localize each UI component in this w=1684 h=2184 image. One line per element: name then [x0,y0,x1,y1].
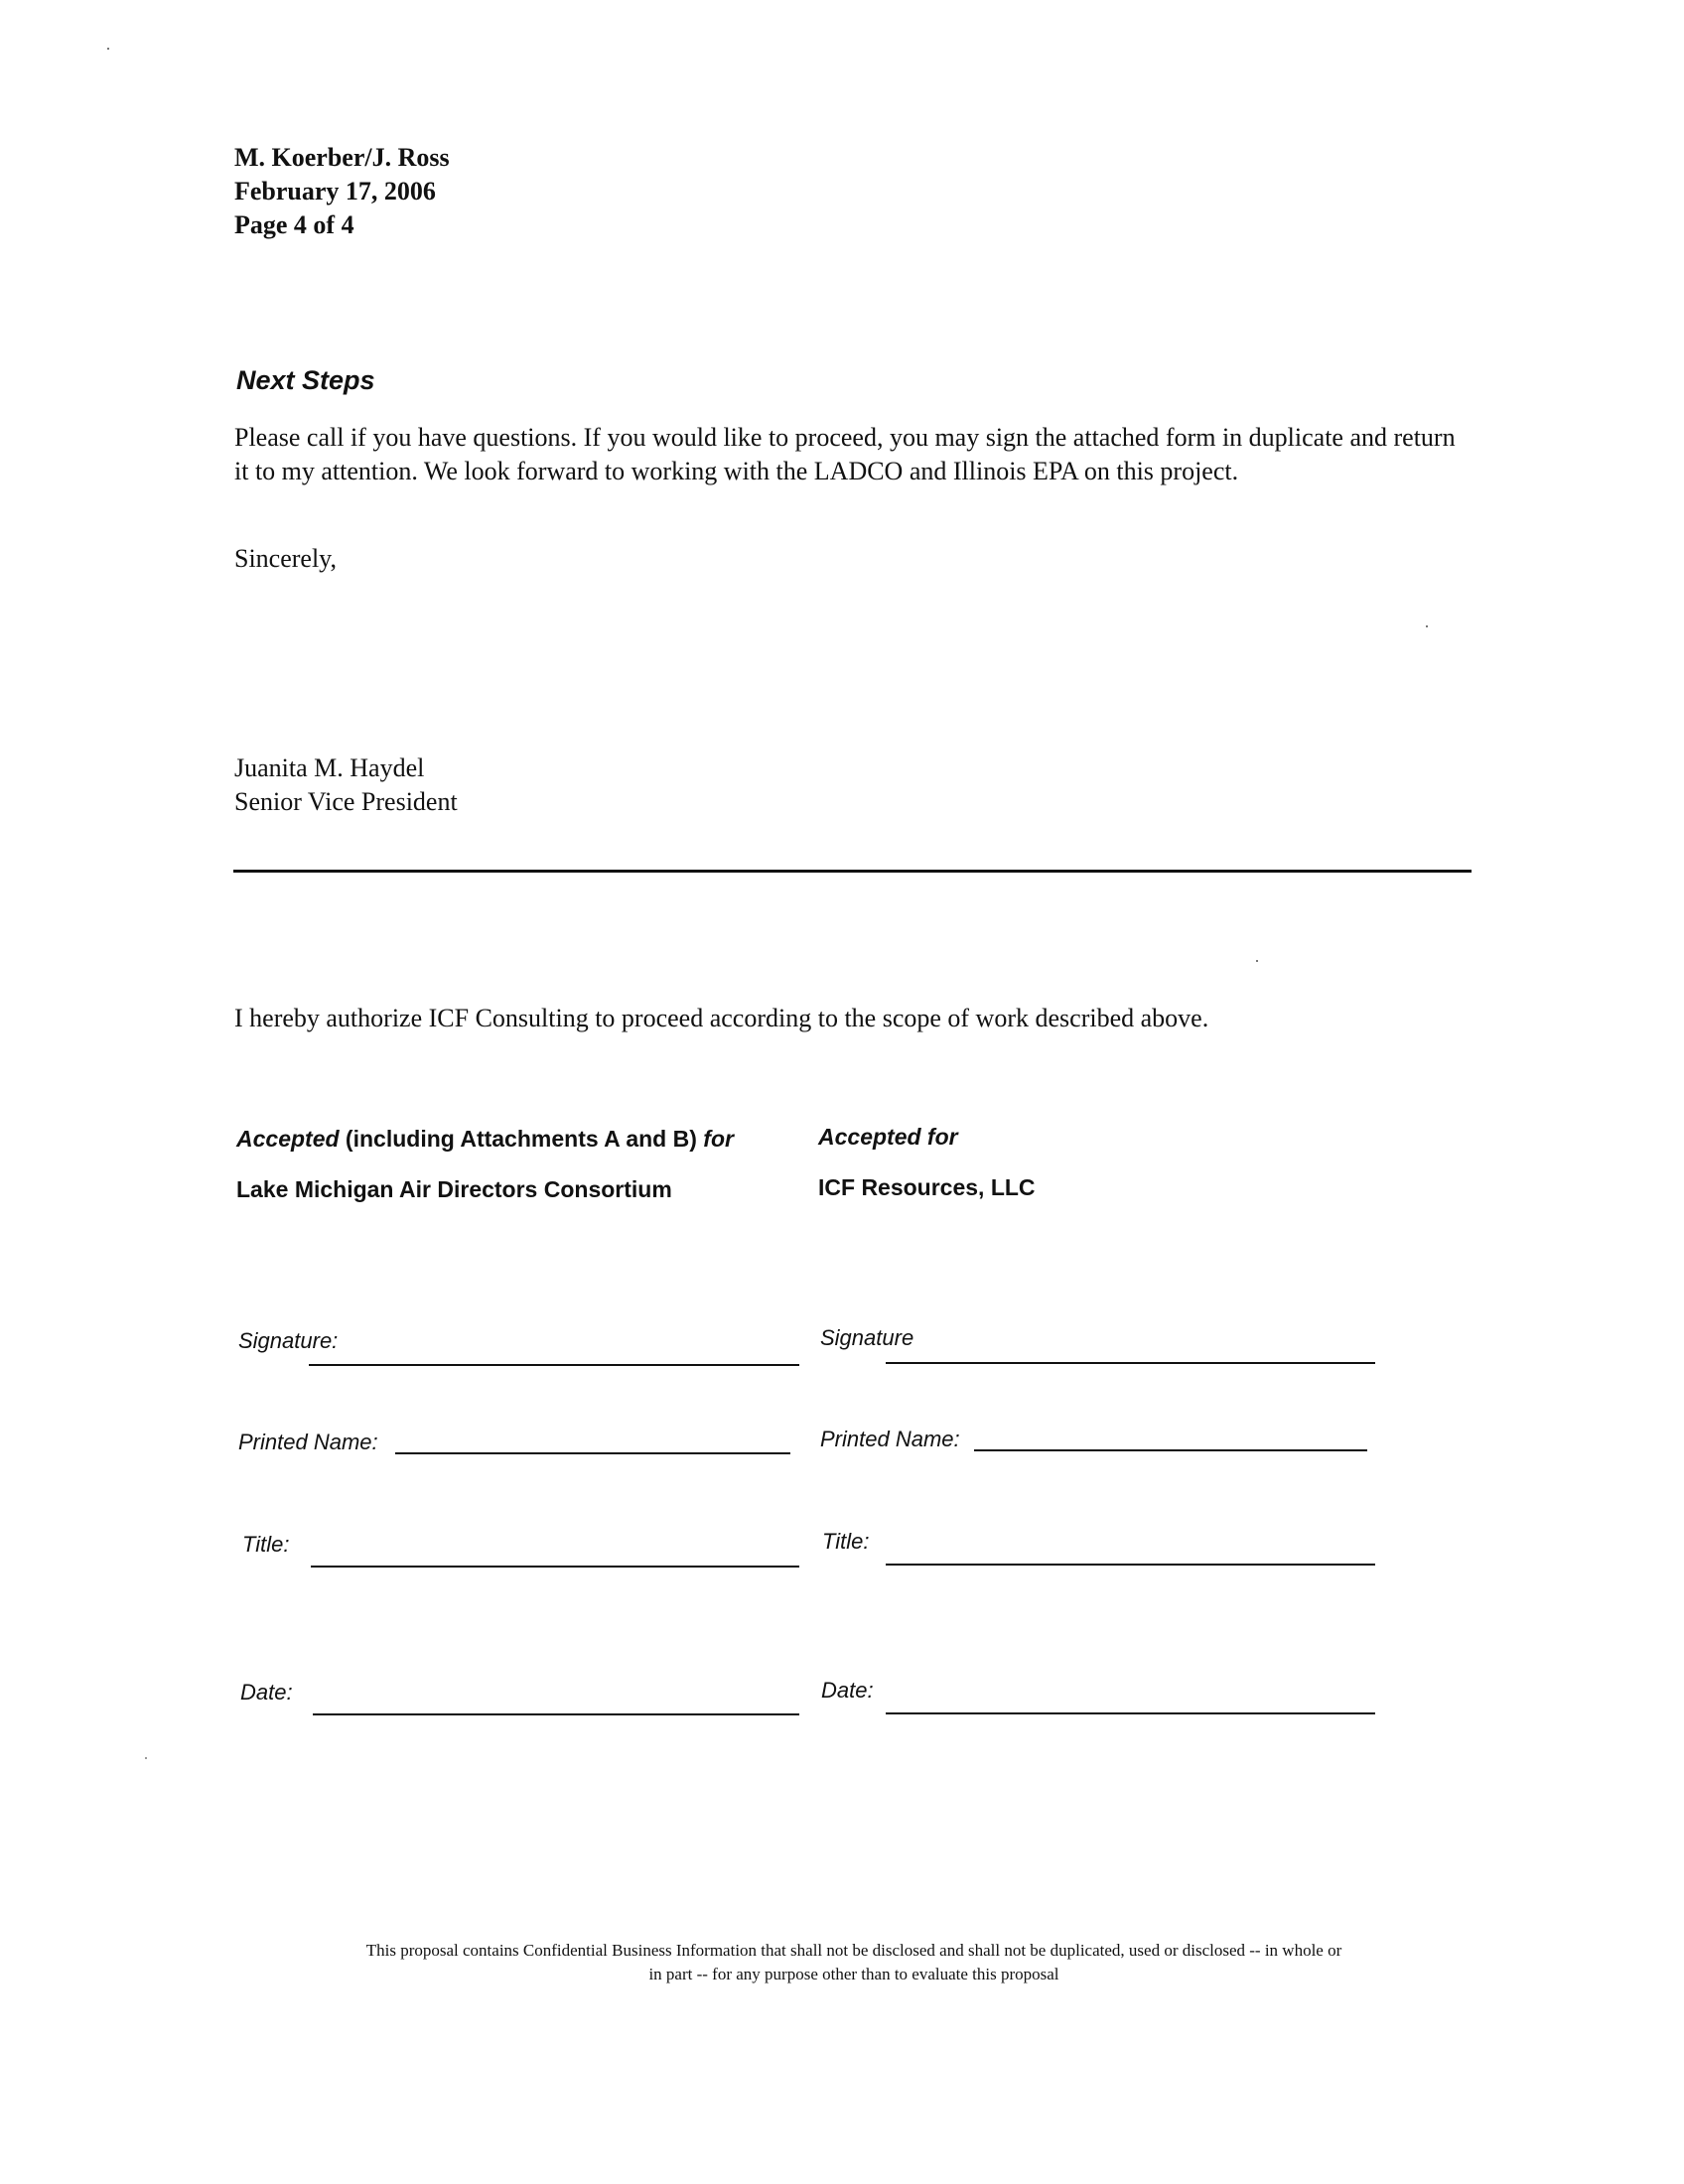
footer-line-2: in part -- for any purpose other than to evaluate this proposal [648,1965,1059,1983]
right-title-label: Title: [822,1529,870,1554]
left-signature-line[interactable] [309,1364,799,1366]
left-for-word: for [703,1126,734,1152]
section-divider [233,870,1472,873]
next-steps-heading: Next Steps [236,365,375,395]
right-accepted-heading [818,1124,958,1151]
authorization-statement: I hereby authorize ICF Consulting to proceed according to the scope of work described above. [234,1004,1209,1032]
right-signature-line[interactable] [886,1362,1375,1364]
left-title-label: Title: [242,1532,290,1557]
left-date-label: Date: [240,1680,293,1705]
signer-title: Senior Vice President [234,787,458,816]
right-printed-name-line[interactable] [974,1449,1367,1451]
right-date-line[interactable] [886,1712,1375,1714]
left-printed-name-label: Printed Name: [238,1430,378,1454]
left-accepted-word: Accepted [236,1126,340,1152]
right-accepted-text: Accepted for [818,1124,958,1150]
header-date: February 17, 2006 [234,177,436,205]
letter-header [234,141,450,242]
signer-block [234,751,458,819]
header-page-number: Page 4 of 4 [234,210,354,239]
left-signature-label: Signature: [238,1328,339,1353]
next-steps-body [234,421,1475,488]
header-recipients: M. Koerber/J. Ross [234,143,450,172]
next-steps-paragraph: Please call if you have questions. If you would like to proceed, you may sign the attached form in duplicate and return it to my attention. We look forward to working with the LADCO and Illinois EPA on this project. [234,423,1456,485]
right-printed-name-label: Printed Name: [820,1427,960,1451]
left-date-line[interactable] [313,1713,799,1715]
left-printed-name-line[interactable] [395,1452,790,1454]
scan-speck [107,48,109,50]
left-organization: Lake Michigan Air Directors Consortium [236,1176,672,1202]
signer-name: Juanita M. Haydel [234,753,425,782]
right-signature-label: Signature [820,1325,914,1350]
scan-speck [1426,625,1428,627]
footer-line-1: This proposal contains Confidential Business Information that shall not be disclosed and shall not be duplicated, used or disclosed -- in whole or [365,1941,1342,1960]
scan-speck [145,1757,147,1759]
left-accepted-heading [236,1126,734,1153]
right-date-label: Date: [821,1678,874,1703]
left-accepted-middle: (including Attachments A and B) [339,1126,704,1152]
closing-salutation: Sincerely, [234,544,337,573]
right-title-line[interactable] [886,1564,1375,1566]
right-organization: ICF Resources, LLC [818,1174,1036,1200]
scan-speck [1256,960,1258,962]
confidentiality-footer [0,1939,1684,1986]
left-title-line[interactable] [311,1566,799,1568]
